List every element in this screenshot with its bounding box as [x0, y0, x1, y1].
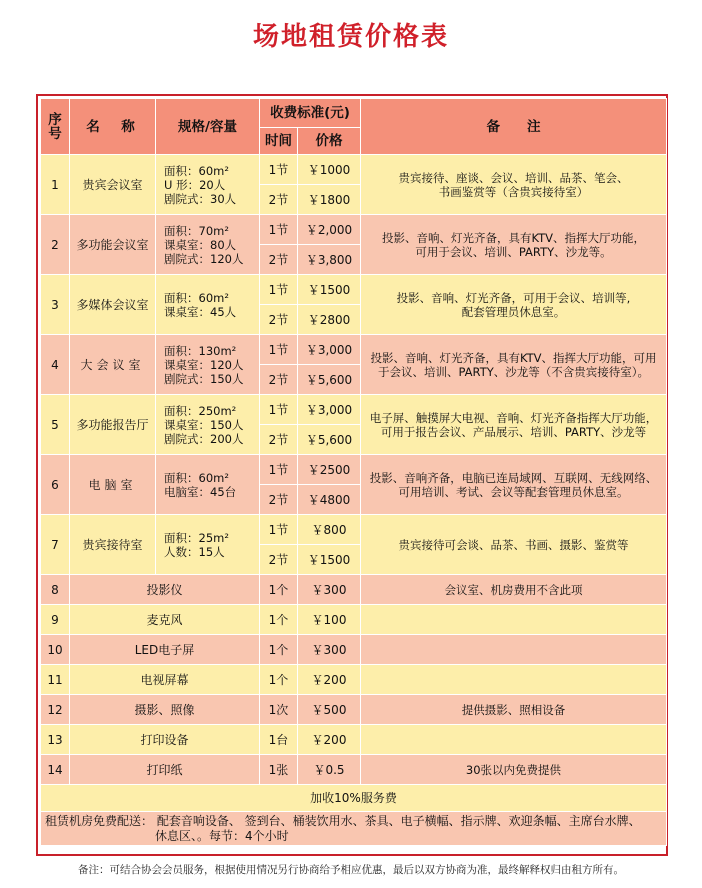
equipment-price: ￥500	[298, 695, 361, 725]
free-service-line-1: 租赁机房免费配送： 配套音响设备、 签到台、桶装饮用水、茶具、电子横幅、指示牌、欢迎条幅、主席台水牌、	[45, 813, 641, 828]
room-index: 3	[41, 275, 70, 335]
room-name: 电脑室	[70, 455, 156, 515]
room-remark: 电子屏、触摸屏大电视、音响、灯光齐备指挥大厅功能， 可用于报告会议、产品展示、培训、PARTY、沙龙等	[361, 395, 667, 455]
session-2-time: 2节	[260, 545, 298, 575]
header-index: 序 号	[41, 99, 70, 155]
room-remark: 贵宾接待、座谈、会议、培训、品茶、笔会、 书画鉴赏等（含贵宾接待室）	[361, 155, 667, 215]
equipment-name: 投影仪	[70, 575, 260, 605]
session-2-price: ￥5,600	[298, 425, 361, 455]
equipment-index: 8	[41, 575, 70, 605]
session-2-time: 2节	[260, 365, 298, 395]
session-2-price: ￥1800	[298, 185, 361, 215]
header-fee: 收费标准(元)	[260, 99, 361, 128]
room-name: 多功能会议室	[70, 215, 156, 275]
room-remark: 投影、音响、灯光齐备，具有KTV、指挥大厅功能， 可用于会议、培训、PARTY、沙龙等。	[361, 215, 667, 275]
room-remark: 投影、音响、灯光齐备，可用于会议、培训等, 配套管理员休息室。	[361, 275, 667, 335]
equipment-remark: 会议室、机房费用不含此项	[361, 575, 667, 605]
free-service-row	[41, 812, 667, 846]
equipment-name: 打印纸	[70, 755, 260, 785]
equipment-remark	[361, 725, 667, 755]
equipment-price: ￥300	[298, 635, 361, 665]
table-row	[41, 215, 667, 245]
page-title: 场地租赁价格表	[252, 22, 449, 52]
header-price: 价格	[298, 128, 361, 155]
table-row	[41, 695, 667, 725]
table-row	[41, 725, 667, 755]
session-1-price: ￥3,000	[298, 395, 361, 425]
service-fee-text: 加收10%服务费	[41, 785, 667, 812]
table-row	[41, 515, 667, 545]
equipment-remark: 30张以内免费提供	[361, 755, 667, 785]
session-1-time: 1节	[260, 275, 298, 305]
session-2-price: ￥5,600	[298, 365, 361, 395]
session-1-time: 1节	[260, 215, 298, 245]
table-row	[41, 455, 667, 485]
session-2-time: 2节	[260, 485, 298, 515]
session-2-time: 2节	[260, 425, 298, 455]
header-time: 时间	[260, 128, 298, 155]
session-1-price: ￥2500	[298, 455, 361, 485]
table-row	[41, 395, 667, 425]
room-index: 4	[41, 335, 70, 395]
table-row	[41, 755, 667, 785]
equipment-index: 14	[41, 755, 70, 785]
equipment-price: ￥300	[298, 575, 361, 605]
session-2-time: 2节	[260, 305, 298, 335]
equipment-price: ￥200	[298, 725, 361, 755]
equipment-price: ￥200	[298, 665, 361, 695]
header-name: 名 称	[70, 99, 156, 155]
equipment-price: ￥0.5	[298, 755, 361, 785]
equipment-unit: 1张	[260, 755, 298, 785]
footer-note: 备注：可结合协会会员服务，根据使用情况另行协商给予相应优惠，最后以双方协商为准，最终解释权归由租方所有。	[78, 864, 624, 876]
session-2-price: ￥1500	[298, 545, 361, 575]
equipment-unit: 1台	[260, 725, 298, 755]
session-1-time: 1节	[260, 335, 298, 365]
price-table	[40, 98, 667, 846]
session-1-time: 1节	[260, 395, 298, 425]
equipment-name: 电视屏幕	[70, 665, 260, 695]
room-remark: 投影、音响齐备，电脑已连局域网、互联网、无线网络、 可用培训、考试、会议等配套管理员休息室。	[361, 455, 667, 515]
session-1-time: 1节	[260, 455, 298, 485]
header-remark: 备 注	[361, 99, 667, 155]
room-index: 1	[41, 155, 70, 215]
equipment-unit: 1次	[260, 695, 298, 725]
free-service-line-2: 休息区、。每节：4个小时	[155, 828, 289, 843]
equipment-index: 12	[41, 695, 70, 725]
room-name: 大会议室	[70, 335, 156, 395]
room-name: 贵宾接待室	[70, 515, 156, 575]
table-row	[41, 635, 667, 665]
room-spec: 面积：70m² 课桌室：80人 剧院式：120人	[156, 215, 260, 275]
room-spec: 面积：60m² U 形：20人 剧院式：30人	[156, 155, 260, 215]
session-1-time: 1节	[260, 515, 298, 545]
room-name: 贵宾会议室	[70, 155, 156, 215]
table-row	[41, 155, 667, 185]
room-spec: 面积：25m² 人数：15人	[156, 515, 260, 575]
equipment-name: 打印设备	[70, 725, 260, 755]
room-index: 7	[41, 515, 70, 575]
header-spec: 规格/容量	[156, 99, 260, 155]
session-1-time: 1节	[260, 155, 298, 185]
table-row	[41, 605, 667, 635]
session-2-price: ￥4800	[298, 485, 361, 515]
equipment-remark	[361, 635, 667, 665]
equipment-price: ￥100	[298, 605, 361, 635]
equipment-unit: 1个	[260, 575, 298, 605]
room-spec: 面积：130m² 课桌室：120人 剧院式：150人	[156, 335, 260, 395]
session-1-price: ￥1500	[298, 275, 361, 305]
equipment-index: 10	[41, 635, 70, 665]
room-index: 6	[41, 455, 70, 515]
session-2-time: 2节	[260, 185, 298, 215]
room-name: 多媒体会议室	[70, 275, 156, 335]
session-1-price: ￥1000	[298, 155, 361, 185]
equipment-unit: 1个	[260, 605, 298, 635]
session-1-price: ￥3,000	[298, 335, 361, 365]
equipment-unit: 1个	[260, 665, 298, 695]
room-spec: 面积：60m² 电脑室：45台	[156, 455, 260, 515]
equipment-index: 9	[41, 605, 70, 635]
room-spec: 面积：250m² 课桌室：150人 剧院式：200人	[156, 395, 260, 455]
session-1-price: ￥2,000	[298, 215, 361, 245]
table-row	[41, 575, 667, 605]
equipment-remark: 提供摄影、照相设备	[361, 695, 667, 725]
equipment-remark	[361, 665, 667, 695]
session-1-price: ￥800	[298, 515, 361, 545]
room-remark: 投影、音响、灯光齐备，具有KTV、指挥大厅功能，可用 于会议、培训、PARTY、沙龙等（不含贵宾接待室）。	[361, 335, 667, 395]
session-2-time: 2节	[260, 245, 298, 275]
free-service-text	[41, 812, 667, 846]
session-2-price: ￥3,800	[298, 245, 361, 275]
service-fee-row	[41, 785, 667, 812]
equipment-name: LED电子屏	[70, 635, 260, 665]
room-remark: 贵宾接待可会谈、品茶、书画、摄影、鉴赏等	[361, 515, 667, 575]
room-index: 2	[41, 215, 70, 275]
table-row	[41, 275, 667, 305]
equipment-index: 13	[41, 725, 70, 755]
equipment-name: 摄影、照像	[70, 695, 260, 725]
equipment-remark	[361, 605, 667, 635]
session-2-price: ￥2800	[298, 305, 361, 335]
room-spec: 面积：60m² 课桌室：45人	[156, 275, 260, 335]
equipment-unit: 1个	[260, 635, 298, 665]
room-index: 5	[41, 395, 70, 455]
equipment-name: 麦克风	[70, 605, 260, 635]
equipment-index: 11	[41, 665, 70, 695]
table-row	[41, 665, 667, 695]
room-name: 多功能报告厅	[70, 395, 156, 455]
table-row	[41, 335, 667, 365]
